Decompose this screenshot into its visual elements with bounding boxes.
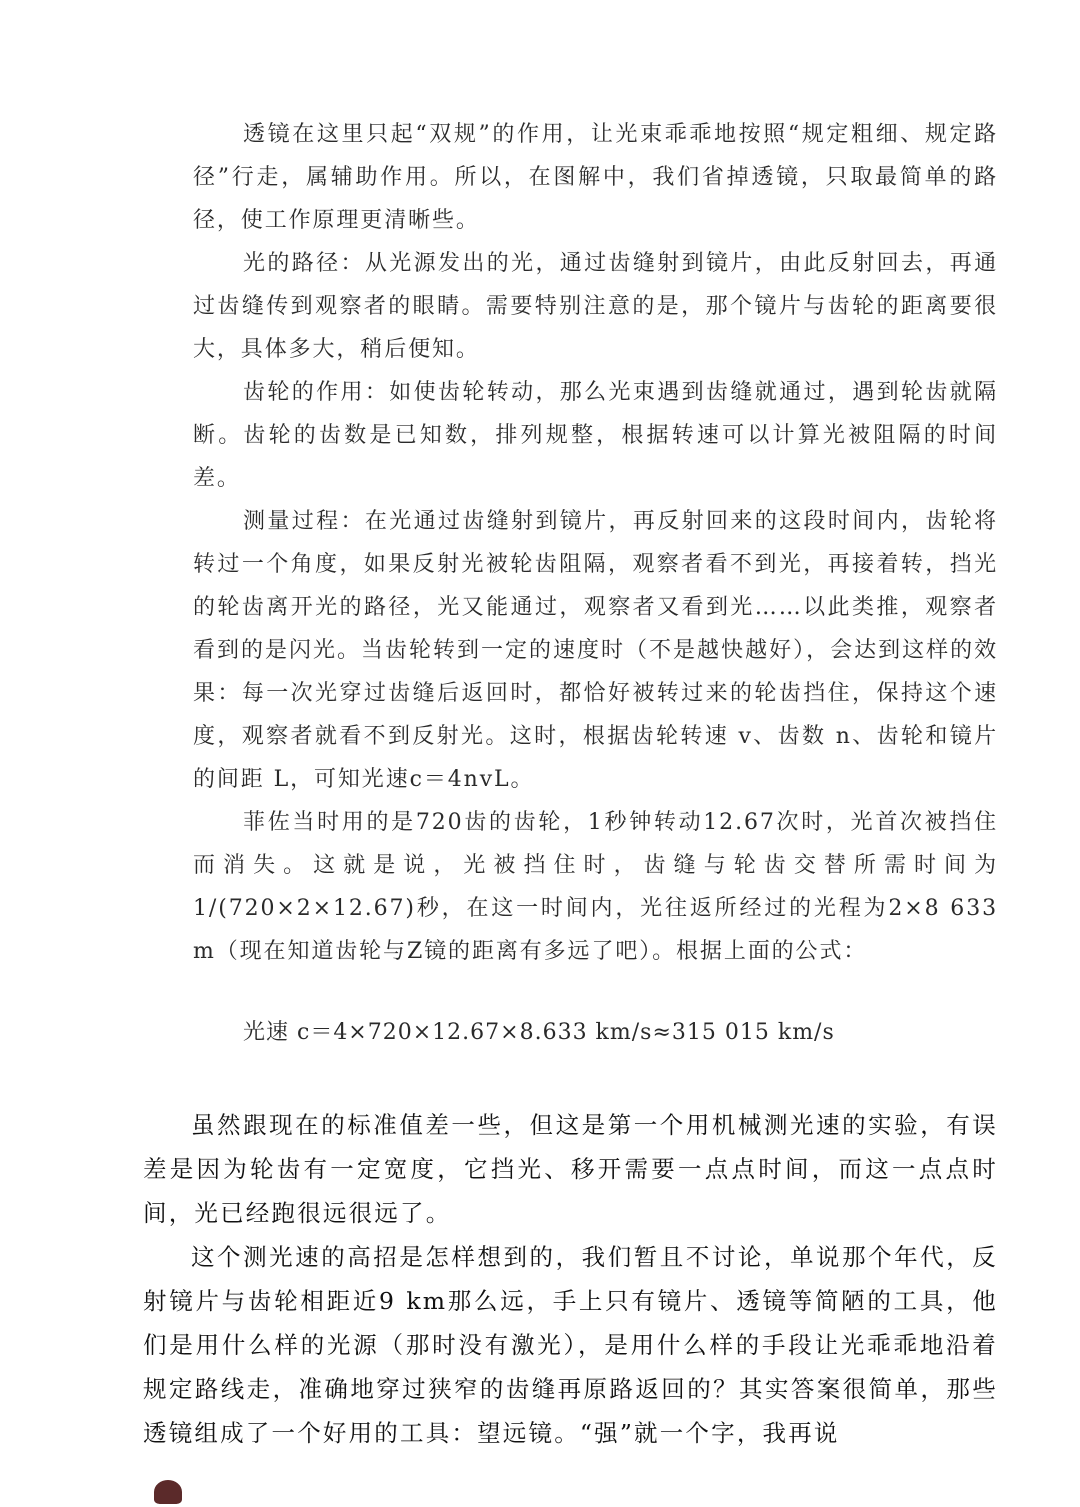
main-text-section <box>143 1103 998 1455</box>
paragraph-telescope: 这个测光速的高招是怎样想到的，我们暂且不讨论，单说那个年代，反射镜片与齿轮相距近9 km那么远，手上只有镜片、透镜等简陋的工具，他们是用什么样的光源（那时没有激光），是用什么样的手段让光乖乖地沿着规定路线走，准确地穿过狭窄的齿缝再原路返回的？其实答案很简单，那些透镜组成了一个好用的工具：望远镜。“强”就一个字，我再说 <box>143 1243 998 1447</box>
paragraph-gear-role: 齿轮的作用：如使齿轮转动，那么光束遇到齿缝就通过，遇到轮齿就隔断。齿轮的齿数是已知数，排列规整，根据转速可以计算光被阻隔的时间差。 <box>193 380 998 491</box>
page-bottom-cutoff <box>143 1478 998 1507</box>
lens-section <box>193 113 998 973</box>
paragraph-fizeau-data: 菲佐当时用的是720齿的齿轮，1秒钟转动12.67次时，光首次被挡住而消失。这就是说，光被挡住时，齿缝与轮齿交替所需时间为1/(720×2×12.67)秒，在这一时间内，光往返所经过的光程为2×8 633 m（现在知道齿轮与Z镜的距离有多远了吧）。根据上面的公式： <box>193 810 998 964</box>
corner-decoration-icon <box>154 1480 182 1504</box>
paragraph-error-explanation: 虽然跟现在的标准值差一些，但这是第一个用机械测光速的实验，有误差是因为轮齿有一定宽度，它挡光、移开需要一点点时间，而这一点点时间，光已经跑很远很远了。 <box>143 1111 998 1227</box>
paragraph-measurement-process: 测量过程：在光通过齿缝射到镜片，再反射回来的这段时间内，齿轮将转过一个角度，如果反射光被轮齿阻隔，观察者看不到光，再接着转，挡光的轮齿离开光的路径，光又能通过，观察者又看到光……以此类推，观察者看到的是闪光。当齿轮转到一定的速度时（不是越快越好），会达到这样的效果：每一次光穿过齿缝后返回时，都恰好被转过来的轮齿挡住，保持这个速度，观察者就看不到反射光。这时，根据齿轮转速 v、齿数 n、齿轮和镜片的间距 L，可知光速c＝4nvL。 <box>193 509 998 792</box>
paragraph-lens-role: 透镜在这里只起“双规”的作用，让光束乖乖地按照“规定粗细、规定路径”行走，属辅助作用。所以，在图解中，我们省掉透镜，只取最简单的路径，使工作原理更清晰些。 <box>193 122 998 233</box>
paragraph-light-path: 光的路径：从光源发出的光，通过齿缝射到镜片，由此反射回去，再通过齿缝传到观察者的眼睛。需要特别注意的是，那个镜片与齿轮的距离要很大，具体多大，稍后便知。 <box>193 251 998 362</box>
speed-of-light-formula: 光速 c＝4×720×12.67×8.633 km/s≈315 015 km/s <box>243 1020 835 1045</box>
